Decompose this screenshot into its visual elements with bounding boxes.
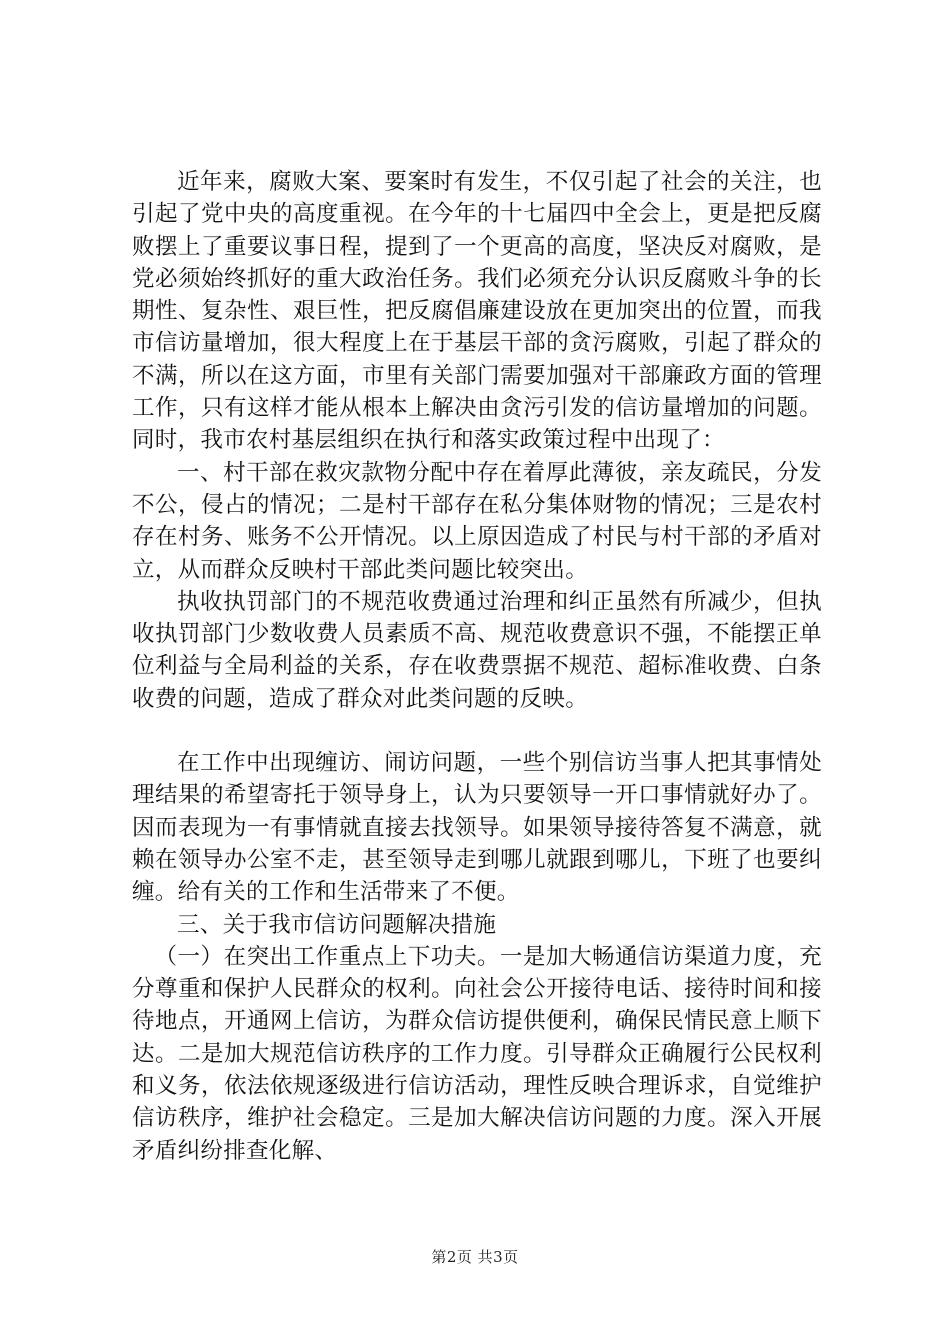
paragraph-corruption-intro: 近年来，腐败大案、要案时有发生，不仅引起了社会的关注，也引起了党中央的高度重视。在今年的十七届四中全会上，更是把反腐败摆上了重要议事日程，提到了一个更高的高度，坚决反对腐败，是党必须始终抓好的重大政治任务。我们必须充分认识反腐败斗争的长期性、复杂性、艰巨性，把反腐倡廉建设放在更加突出的位置，而我市信访量增加，很大程度上在于基层干部的贪污腐败，引起了群众的不满，所以在这方面，市里有关部门需要加强对干部廉政方面的管理工作，只有这样才能从根本上解决由贪污引发的信访量增加的问题。同时，我市农村基层组织在执行和落实政策过程中出现了： xyxy=(132,169,822,454)
paragraph-village-cadres: 一、村干部在救灾款物分配中存在着厚此薄彼，亲友疏民，分发不公，侵占的情况；二是村干部存在私分集体财物的情况；三是农村存在村务、账务不公开情况。以上原因造成了村民与村干部的矛盾对立，从而群众反映村干部此类问题比较突出。 xyxy=(132,459,822,583)
paragraph-solution-one: （一）在突出工作重点上下功夫。一是加大畅通信访渠道力度，充分尊重和保护人民群众的权利。向社会公开接待电话、接待时间和接待地点，开通网上信访，为群众信访提供便利，确保民情民意上顺下达。二是加大规范信访秩序的工作力度。引导群众正确履行公民权利和义务，依法依规逐级进行信访活动，理性反映合理诉求，自觉维护信访秩序，维护社会稳定。三是加大解决信访问题的力度。深入开展矛盾纠纷排查化解、 xyxy=(132,943,822,1164)
section-heading-solutions: 三、关于我市信访问题解决措施 xyxy=(177,911,497,938)
paragraph-fee-collection: 执收执罚部门的不规范收费通过治理和纠正虽然有所减少，但执收执罚部门少数收费人员素质不高、规范收费意识不强，不能摆正单位利益与全局利益的关系，存在收费票据不规范、超标准收费、白条收费的问题，造成了群众对此类问题的反映。 xyxy=(132,588,822,712)
paragraph-petition-disturbance: 在工作中出现缠访、闹访问题，一些个别信访当事人把其事情处理结果的希望寄托于领导身上，认为只要领导一开口事情就好办了。因而表现为一有事情就直接去找领导。如果领导接待答复不满意，就赖在领导办公室不走，甚至领导走到哪儿就跟到哪儿，下班了也要纠缠。给有关的工作和生活带来了不便。 xyxy=(132,750,822,906)
paragraph-spacer xyxy=(132,715,822,747)
document-body xyxy=(132,166,822,1167)
page-footer: 第2页 共3页 xyxy=(431,1248,519,1266)
